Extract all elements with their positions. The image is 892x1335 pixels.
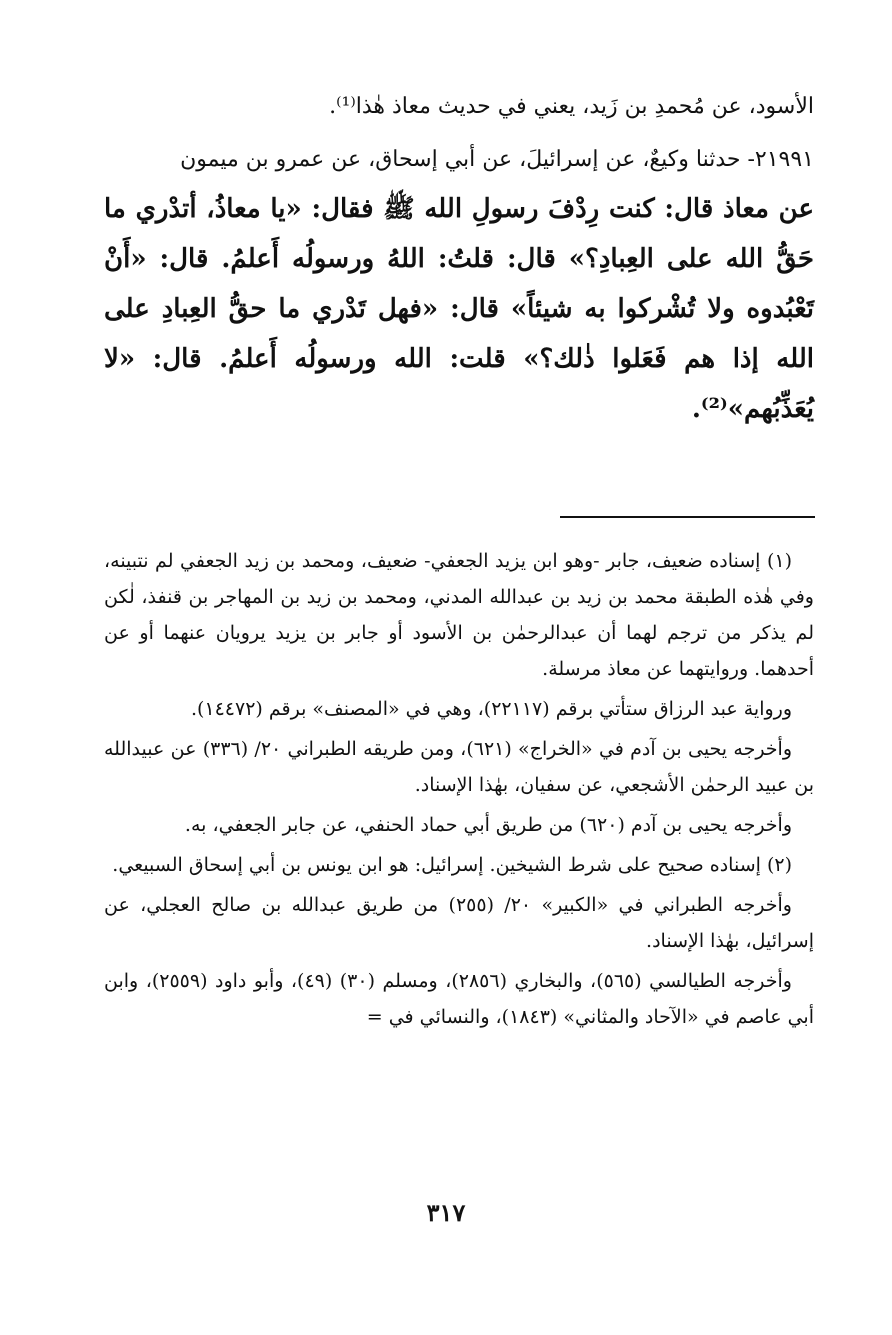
main-text [104, 82, 814, 434]
footnote-1-takhrij-b: وأخرجه يحيى بن آدم (٦٢٠) من طريق أبي حماد الحنفي، عن جابر الجعفي، به. [184, 814, 792, 836]
previous-hadith-continuation: الأسود، عن مُحمدِ بن زَيد، يعني في حديث معاذ هٰذا⁽¹⁾. [329, 94, 814, 119]
footnote-1-abdulrazzaq: ورواية عبد الرزاق ستأتي برقم (٢٢١١٧)، وهي في «المصنف» برقم (١٤٤٧٢). [190, 698, 792, 720]
hadith-isnad: ٢١٩٩١- حدثنا وكيعٌ، عن إسرائيلَ، عن أبي إسحاق، عن عمرو بن ميمون [180, 147, 814, 172]
footnote-1: (١) إسناده ضعيف، جابر -وهو ابن يزيد الجعفي- ضعيف، ومحمد بن زيد الجعفي لم نتبينه، وفي هٰذه الطبقة محمد بن زيد بن عبدالله المدني، ومحمد بن زيد بن المهاجر بن قنفذ، لٰكن لم يذكر من ترجم لهما أن عبدالرحمٰن بن الأسود أو جابر بن يزيد يرويان عنهما أو عن أحدهما. وروايتهما عن معاذ مرسلة. [104, 550, 814, 680]
footnote-2-takhrij-b: وأخرجه الطيالسي (٥٦٥)، والبخاري (٢٨٥٦)، ومسلم (٣٠) (٤٩)، وأبو داود (٢٥٥٩)، وابن أبي عاصم في «الآحاد والمثاني» (١٨٤٣)، والنسائي في = [104, 970, 814, 1028]
footnote-2: (٢) إسناده صحيح على شرط الشيخين. إسرائيل: هو ابن يونس بن أبي إسحاق السبيعي. [112, 854, 792, 876]
footnotes [104, 543, 814, 1039]
footnote-separator [560, 516, 815, 518]
footnote-1-takhrij-a: وأخرجه يحيى بن آدم في «الخراج» (٦٢١)، ومن طريقه الطبراني ٢٠/ (٣٣٦) عن عبيدالله بن عبيد الرحمٰن الأشجعي، عن سفيان، بهٰذا الإسناد. [104, 738, 814, 796]
hadith-matn: عن معاذ قال: كنت رِدْفَ رسولِ الله ﷺ فقال: «يا معاذُ، أتدْري ما حَقُّ الله على العِبادِ؟» قال: قلتُ: اللهُ ورسولُه أَعلمُ. قال: «أَنْ تَعْبُدوه ولا تُشْركوا به شيئاً» قال: «فهل تَدْري ما حقُّ العِبادِ على الله إذا هم فَعَلوا ذٰلك؟» قلت: الله ورسولُه أَعلمُ. قال: «لا يُعَذِّبُهم»⁽²⁾. [104, 194, 814, 424]
page-number: ٣١٧ [426, 1198, 466, 1227]
footnote-2-takhrij-a: وأخرجه الطبراني في «الكبير» ٢٠/ (٢٥٥) من طريق عبدالله بن صالح العجلي، عن إسرائيل، بهٰذا الإسناد. [104, 894, 814, 952]
